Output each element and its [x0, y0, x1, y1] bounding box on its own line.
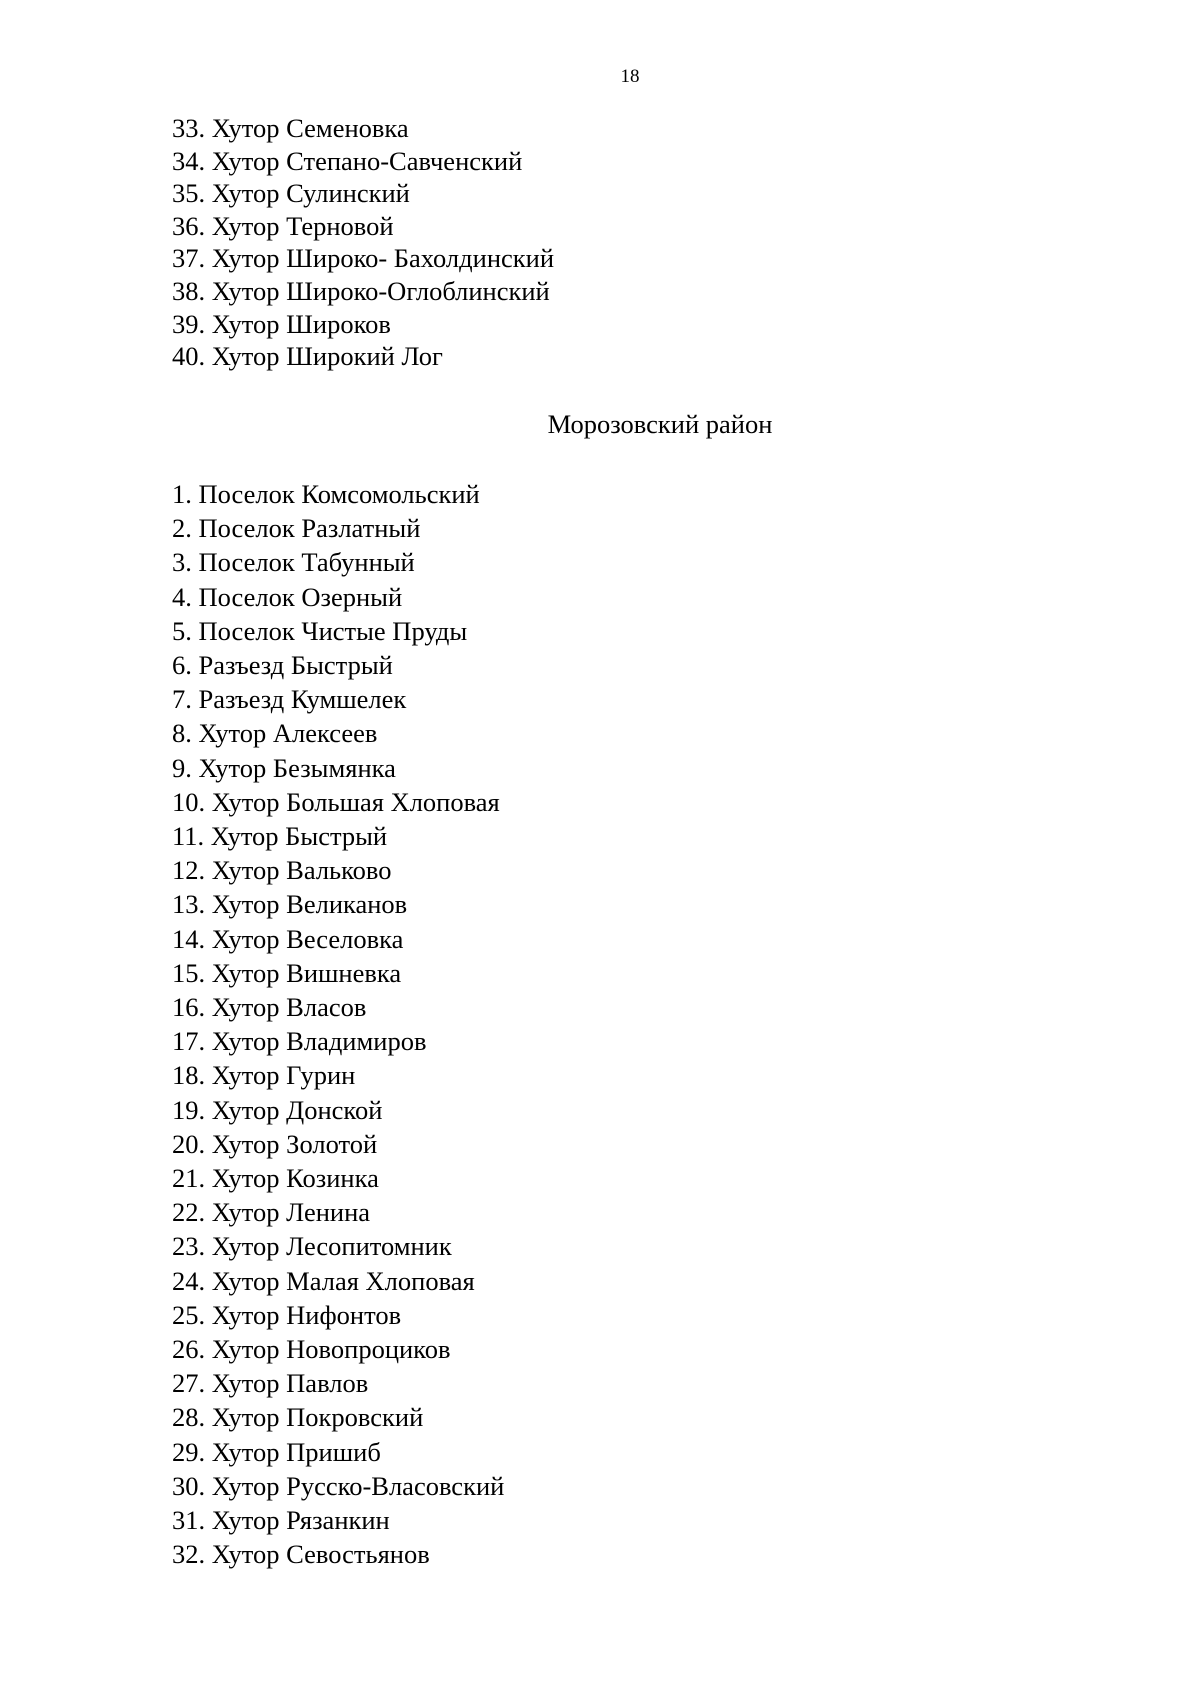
- list-item: 29. Хутор Пришиб: [172, 1436, 381, 1467]
- list-item: 1. Поселок Комсомольский: [172, 479, 480, 509]
- list-item: 17. Хутор Владимиров: [172, 1026, 427, 1057]
- list-item: 5. Поселок Чистые Пруды: [172, 615, 468, 646]
- list-item: 30. Хутор Русско-Власовский: [172, 1470, 505, 1501]
- list-item: 33. Хутор Семеновка: [172, 113, 409, 143]
- list-item: 27. Хутор Павлов: [172, 1368, 369, 1399]
- list-item: 36. Хутор Терновой: [172, 210, 394, 241]
- list-item: 35. Хутор Сулинский: [172, 178, 410, 209]
- list-item: 32. Хутор Севостьянов: [172, 1539, 430, 1570]
- list-item: 9. Хутор Безымянка: [172, 752, 396, 783]
- page-number: 18: [620, 66, 640, 87]
- list-item: 34. Хутор Степано-Савченский: [172, 145, 523, 176]
- list-item: 7. Разъезд Кумшелек: [172, 684, 407, 715]
- list-item: 16. Хутор Власов: [172, 992, 367, 1023]
- list-item: 6. Разъезд Быстрый: [172, 650, 393, 681]
- list-item: 37. Хутор Широко- Бахолдинский: [172, 243, 554, 274]
- list-item: 24. Хутор Малая Хлоповая: [172, 1265, 475, 1296]
- list-item: 25. Хутор Нифонтов: [172, 1299, 402, 1330]
- list-item: 22. Хутор Ленина: [172, 1197, 371, 1228]
- list-item: 19. Хутор Донской: [172, 1094, 383, 1125]
- list-item: 18. Хутор Гурин: [172, 1060, 356, 1091]
- list-item: 21. Хутор Козинка: [172, 1163, 379, 1194]
- list-item: 23. Хутор Лесопитомник: [172, 1231, 452, 1262]
- list-item: 40. Хутор Широкий Лог: [172, 341, 443, 372]
- list-item: 38. Хутор Широко-Оглоблинский: [172, 275, 550, 306]
- list-item: 11. Хутор Быстрый: [172, 821, 388, 852]
- list-item: 13. Хутор Великанов: [172, 889, 408, 920]
- list-item: 10. Хутор Большая Хлоповая: [172, 786, 500, 817]
- list-item: 26. Хутор Новопроциков: [172, 1334, 451, 1365]
- settlement-list-continued: [172, 112, 554, 373]
- list-item: 39. Хутор Широков: [172, 308, 391, 339]
- list-item: 31. Хутор Рязанкин: [172, 1505, 390, 1536]
- list-item: 20. Хутор Золотой: [172, 1128, 378, 1159]
- list-item: 8. Хутор Алексеев: [172, 718, 378, 749]
- list-item: 12. Хутор Вальково: [172, 855, 392, 886]
- settlement-list: [172, 477, 504, 1572]
- list-item: 3. Поселок Табунный: [172, 547, 415, 578]
- list-item: 4. Поселок Озерный: [172, 581, 403, 612]
- list-item: 14. Хутор Веселовка: [172, 923, 404, 954]
- list-item: 2. Поселок Разлатный: [172, 513, 421, 544]
- list-item: 15. Хутор Вишневка: [172, 957, 402, 988]
- section-heading: Морозовский район: [547, 409, 773, 439]
- list-item: 28. Хутор Покровский: [172, 1402, 424, 1433]
